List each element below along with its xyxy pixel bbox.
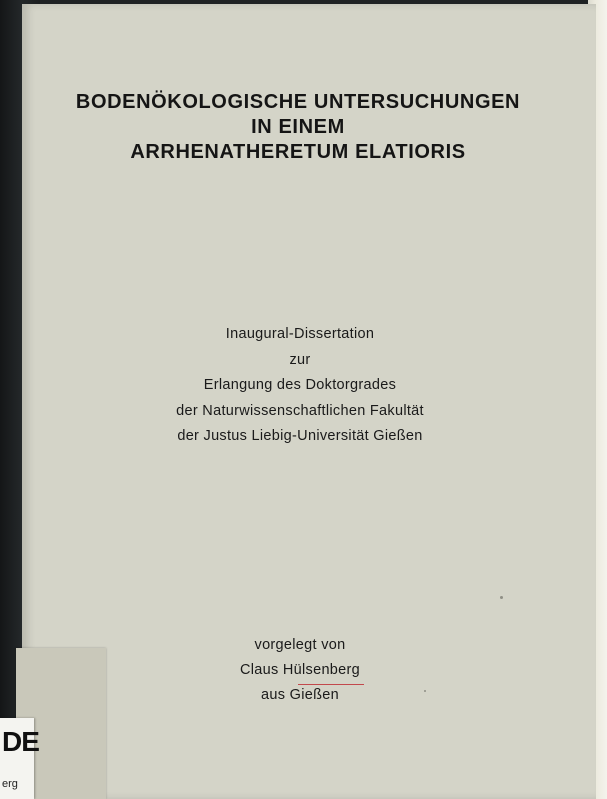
- author-origin: aus Gießen: [261, 687, 339, 703]
- paper-speck: [500, 596, 503, 599]
- dissertation-line-3: Erlangung des Doktorgrades: [203, 377, 397, 393]
- label-name-fragment: erg: [2, 778, 18, 790]
- paper-speck: [424, 690, 426, 692]
- dissertation-line-2: zur: [289, 351, 311, 368]
- presented-by: vorgelegt von: [254, 637, 346, 653]
- title-line-3: ARRHENATHERETUM ELATIORIS: [130, 141, 466, 163]
- author-name: Claus Hülsenberg: [239, 662, 361, 678]
- title-line-1: BODENÖKOLOGISCHE UNTERSUCHUNGEN: [75, 91, 521, 113]
- label-code: DE: [2, 726, 39, 757]
- dissertation-line-5: der Justus Liebig-Universität Gießen: [177, 428, 423, 444]
- dissertation-line-4: der Naturwissenschaftlichen Fakultät: [176, 402, 424, 419]
- title-line-2: IN EINEM: [251, 116, 345, 138]
- library-label: [0, 718, 39, 799]
- author-block: [220, 633, 380, 708]
- red-underline: [298, 684, 364, 685]
- cover-title: [60, 90, 536, 165]
- dissertation-info: [150, 322, 450, 450]
- dissertation-line-1: Inaugural-Dissertation: [225, 326, 375, 342]
